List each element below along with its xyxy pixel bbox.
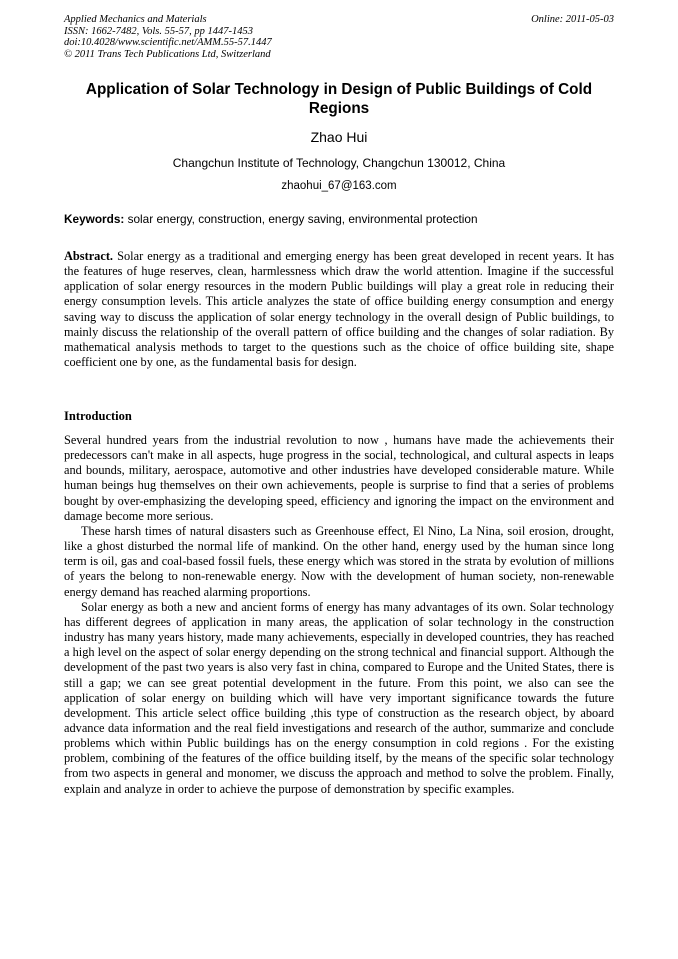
publication-header bbox=[64, 14, 614, 60]
online-date: Online: 2011-05-03 bbox=[531, 14, 614, 25]
keywords-line bbox=[64, 212, 619, 227]
intro-paragraph-1: Several hundred years from the industrial revolution to now , humans have made the achievements their predecessors can't make in all aspects, huge progress in the social, technological, and cultural aspects in leaps and bounds, military, aerospace, automotive and other industries have developed considerable mature. While human beings hug themselves on their own achievements, people is surprise to find that a series of problems bought by over-emphasizing the developing speed, efficiency and ignoring the impact on the environment and damage become more serious. bbox=[64, 433, 614, 523]
keywords-label: Keywords: bbox=[64, 212, 125, 226]
journal-name: Applied Mechanics and Materials bbox=[64, 14, 207, 25]
author-affiliation: Changchun Institute of Technology, Changchun 130012, China bbox=[172, 156, 506, 170]
abstract-label: Abstract. bbox=[64, 249, 114, 263]
intro-paragraph-2: These harsh times of natural disasters such as Greenhouse effect, El Nino, La Nina, soil erosion, drought, like a ghost disturbed the normal life of mankind. On the other hand, energy used by the human since long term is oil, gas and coal-based fossil fuels, these energy which was stored in the strata by evolution of millions of years the belong to non-renewable energy. Now with the development of human society, non-renewable energy demand has reached alarming proportions. bbox=[64, 523, 614, 599]
issn-line: ISSN: 1662-7482, Vols. 55-57, pp 1447-1453 bbox=[64, 25, 253, 37]
intro-paragraph-3: Solar energy as both a new and ancient forms of energy has many advantages of its own. Solar technology has different degrees of application in many areas, the application of solar technology in the construction industry has many years history, made many achievements, especially in developed countries, they has reached a high level on the aspect of solar energy depending on the strong technical and financial support. Although the development of the past two years is also very fast in china, compared to Europe and the United States, there is still a gap; we can see great potential development in the future. From this point, we also can see the application of solar energy on building which will have very important significance towards the future development. This article select office building ,this type of construction as the research object, by aboard advance data information and the real field investigations and research of the author, summarize and conclude problems which within Public buildings has on the energy consumption in cold regions . For the existing problem, combining of the features of the office building itself, by the means of the specific solar technology from two aspects in general and monomer, we discuss the approach and method to solve the problem. Finally, explain and analyze in order to achieve the purpose of demonstration by specific examples. bbox=[64, 599, 614, 796]
paper-title: Application of Solar Technology in Design of Public Buildings of Cold Regions bbox=[85, 81, 593, 117]
abstract-section bbox=[64, 249, 614, 370]
keywords-text: solar energy, construction, energy saving, environmental protection bbox=[127, 212, 478, 226]
abstract-text: Solar energy as a traditional and emerging energy has been great developed in recent years. It has the features of huge reserves, clean, harmlessness which draw the world attention. Imagine if the successful application of solar energy resources in the modern Public buildings will play a great role in reducing their energy consumption levels. This article analyzes the state of office building energy consumption and energy saving way to discuss the application of solar energy technology in the overall design of Public buildings, to mainly discuss the relationship of the overall pattern of office building and the changes of solar radiation. By mathematical analysis methods to target to the questions such as the choice of office building site, shape coefficient one by one, as the fundamental basis for design. bbox=[64, 249, 614, 370]
author-name: Zhao Hui bbox=[310, 129, 368, 145]
doi-line: doi:10.4028/www.scientific.net/AMM.55-57.1447 bbox=[64, 37, 272, 48]
introduction-heading: Introduction bbox=[64, 409, 132, 423]
copyright-line: © 2011 Trans Tech Publications Ltd, Switzerland bbox=[64, 48, 271, 60]
introduction-section bbox=[64, 433, 614, 797]
author-email[interactable]: zhaohui_67@163.com bbox=[281, 180, 397, 192]
